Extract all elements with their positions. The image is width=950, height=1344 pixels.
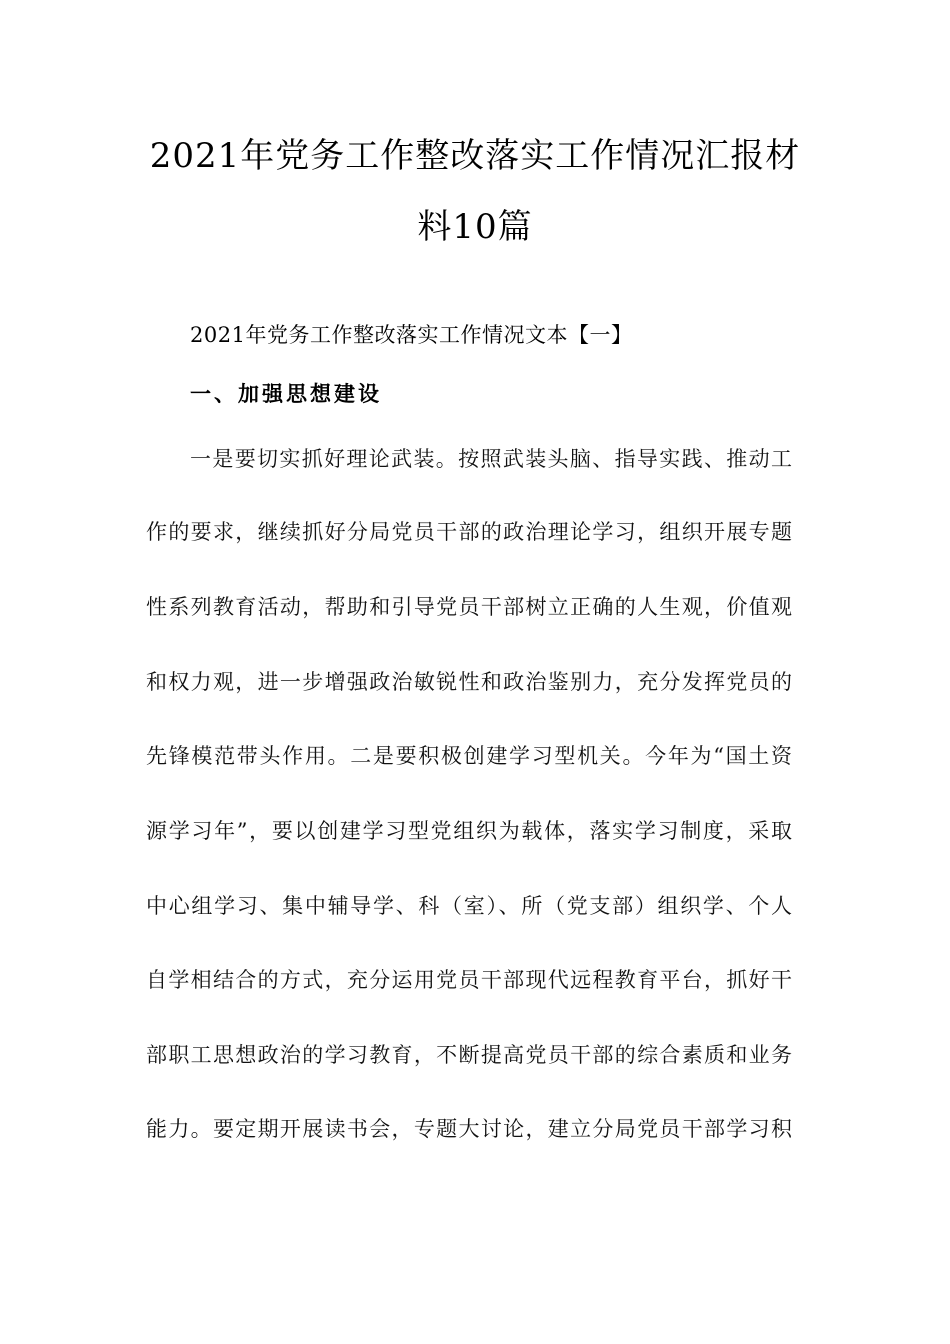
body-line-9: 部职工思想政治的学习教育，不断提高党员干部的综合素质和业务 xyxy=(146,1043,792,1067)
body-line-6: 源学习年”，要以创建学习型党组织为载体，落实学习制度，采取 xyxy=(146,819,792,843)
section-subtitle: 2021年党务工作整改落实工作情况文本【一】 xyxy=(190,323,633,347)
body-line-7: 中心组学习、集中辅导学、科（室）、所（党支部）组织学、个人 xyxy=(146,894,792,918)
body-line-4: 和权力观，进一步增强政治敏锐性和政治鉴别力，充分发挥党员的 xyxy=(146,670,792,694)
document-title-line-2: 料10篇 xyxy=(417,207,533,247)
section-heading: 一、加强思想建设 xyxy=(190,381,382,406)
body-line-5: 先锋模范带头作用。二是要积极创建学习型机关。今年为“国土资 xyxy=(146,744,792,768)
body-line-2: 作的要求，继续抓好分局党员干部的政治理论学习，组织开展专题 xyxy=(146,520,792,544)
body-line-3: 性系列教育活动，帮助和引导党员干部树立正确的人生观，价值观 xyxy=(146,595,792,619)
document-title-line-1: 2021年党务工作整改落实工作情况汇报材 xyxy=(149,136,801,176)
body-line-10: 能力。要定期开展读书会，专题大讨论，建立分局党员干部学习积 xyxy=(146,1117,792,1141)
body-line-8: 自学相结合的方式，充分运用党员干部现代远程教育平台，抓好干 xyxy=(146,968,792,992)
body-line-1: 一是要切实抓好理论武装。按照武装头脑、指导实践、推动工 xyxy=(190,447,792,471)
